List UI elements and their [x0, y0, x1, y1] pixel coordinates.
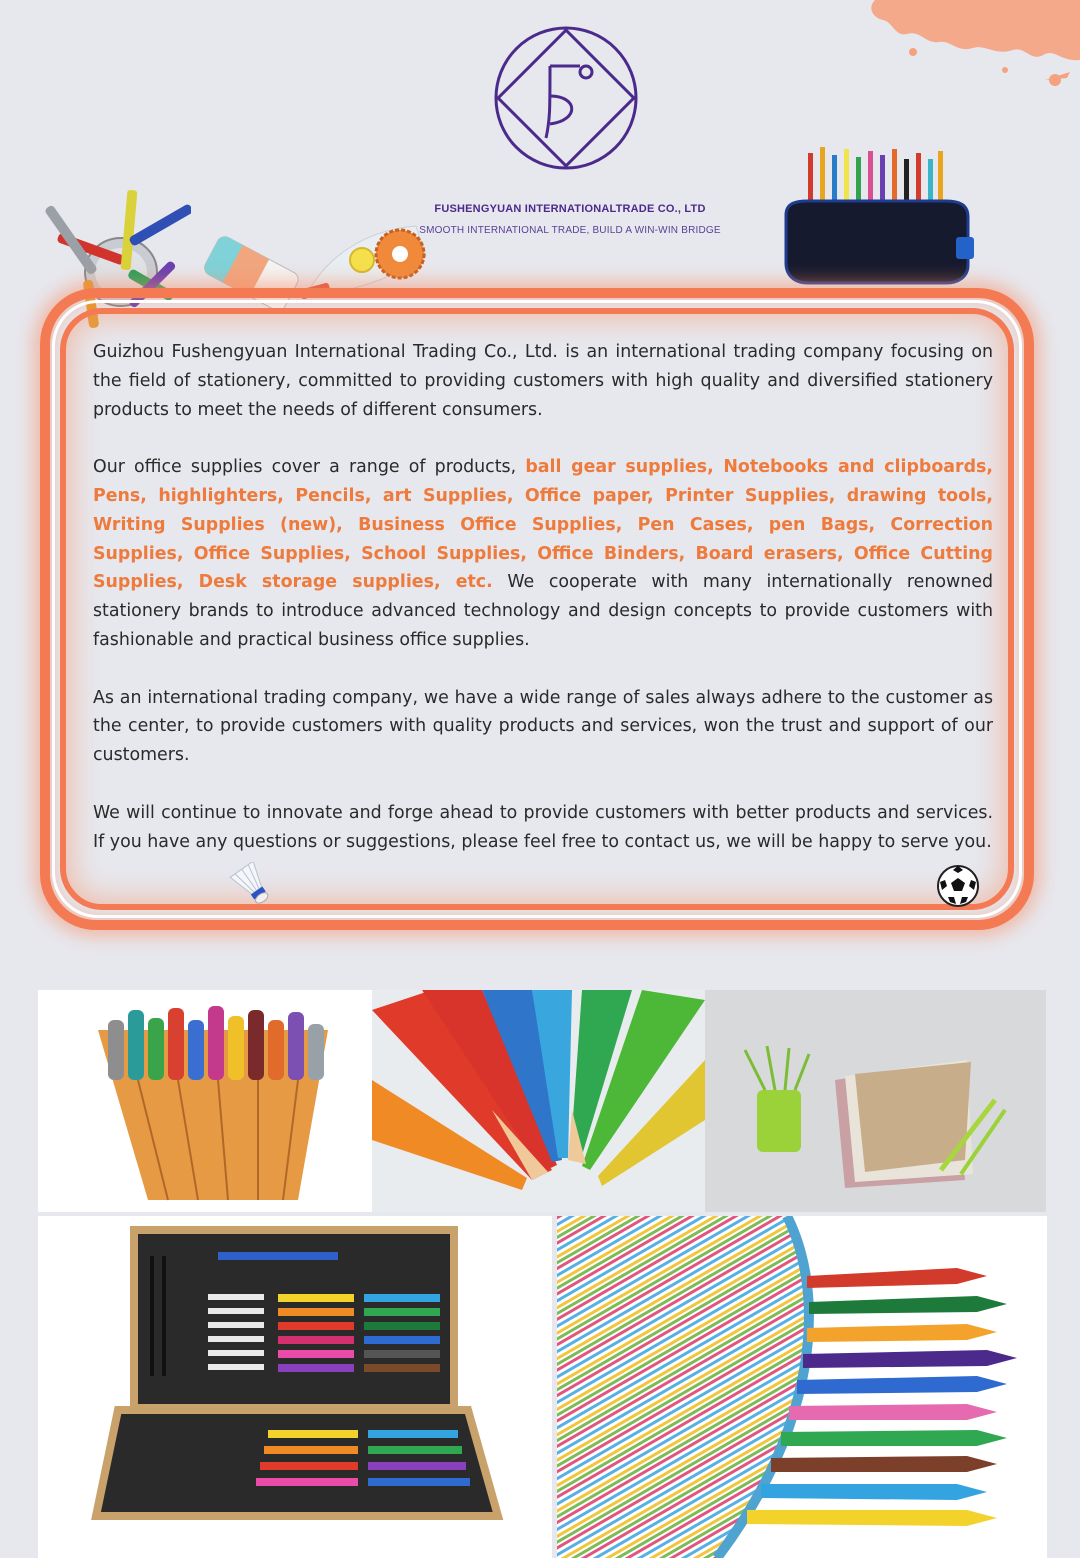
about-text — [93, 338, 993, 885]
company-slogan: SMOOTH INTERNATIONAL TRADE, BUILD A WIN-WIN BRIDGE — [419, 225, 721, 236]
colored-pencils-fan-photo — [372, 990, 705, 1212]
about-paragraph-1: Guizhou Fushengyuan International Trading Co., Ltd. is an international trading company focusing on the field of stationery, committed to providing customers with high quality and diversified stationery products to meet the needs of different consumers. — [93, 342, 993, 420]
shuttlecock-icon — [228, 862, 276, 906]
art-set-wooden-case-photo — [38, 1216, 552, 1558]
products-outro: We cooperate with many internationally renowned stationery brands to introduce advanced technology and design concepts to provide customers with fashionable and practical business office supplies. — [93, 572, 994, 650]
company-name: FUSHENGYUAN INTERNATIONALTRADE CO., LTD — [434, 203, 706, 215]
about-paragraph-4: We will continue to innovate and forge ahead to provide customers with better products and services. If you have any questions or suggestions, please feel free to contact us, we will be happy to serve you. — [93, 802, 993, 852]
pencils-in-striped-pouch-photo — [557, 1216, 1047, 1558]
about-paragraph-2 — [93, 453, 993, 655]
paint-splash — [855, 0, 1080, 95]
product-list: ball gear supplies, Notebooks and clipboards, Pens, highlighters, Pencils, art Supplies, Office paper, Printer Supplies, drawing tools, Writing Supplies (new), Business Office Supplies, Pen Cases, pen Bags, Correction Supplies, Office Supplies, School Supplies, Office Binders, Board erasers, Office Cutting Supplies, Desk storage supplies, etc. — [93, 457, 994, 593]
company-logo-icon — [488, 20, 644, 176]
products-intro: Our office supplies cover a range of products, — [93, 457, 526, 478]
soccer-ball-icon — [936, 864, 980, 908]
fineliner-pens-photo — [38, 990, 372, 1212]
pencil-case-icon — [778, 145, 983, 290]
about-paragraph-3: As an international trading company, we have a wide range of sales always adhere to the customer as the center, to provide customers with quality products and services, won the trust and support of our customers. — [93, 687, 993, 766]
notebooks-and-pencil-cup-photo — [705, 990, 1046, 1212]
